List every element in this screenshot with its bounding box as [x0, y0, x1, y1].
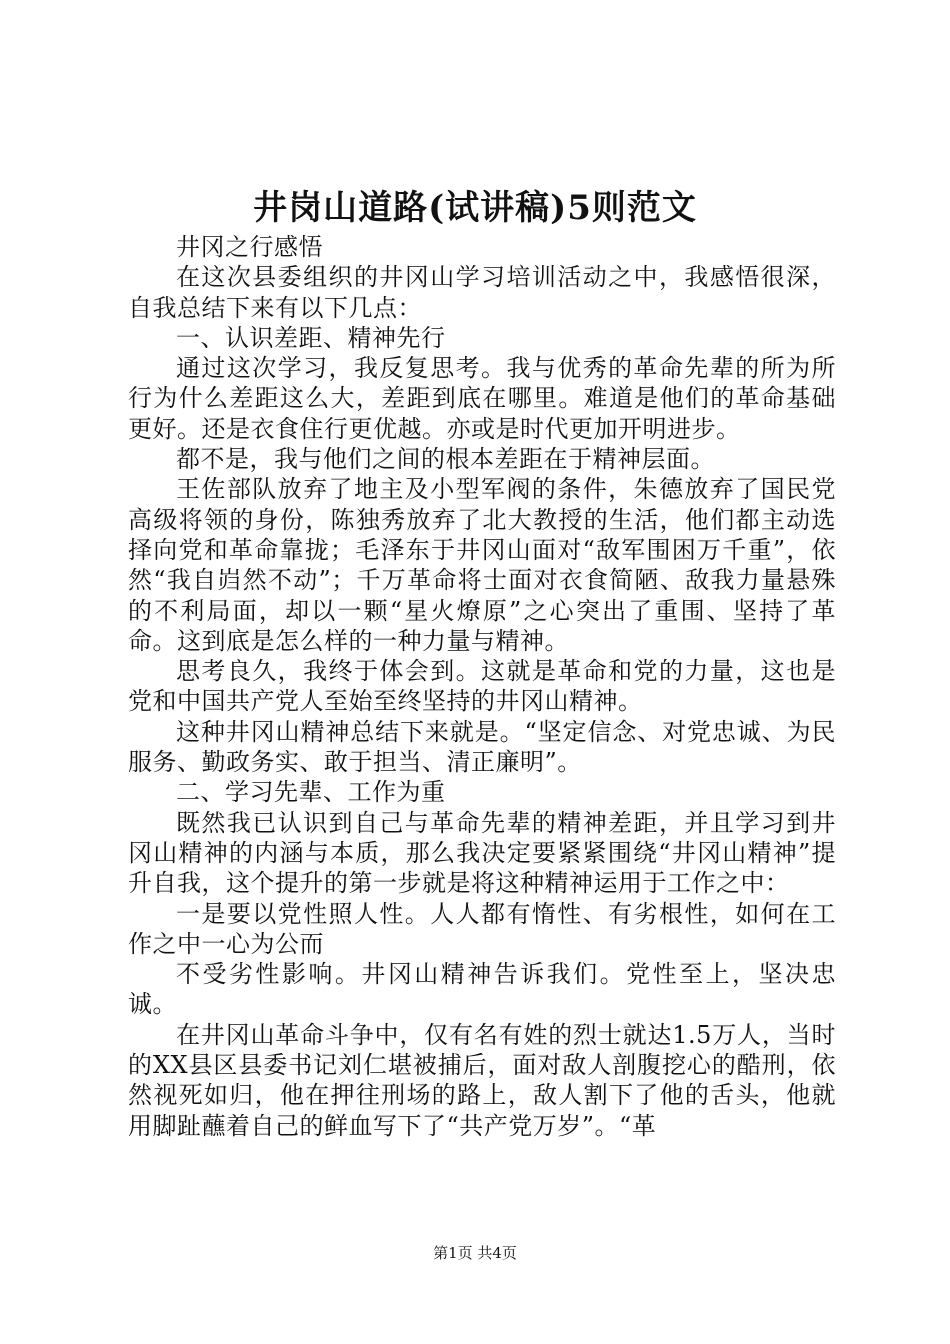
paragraph: 不受劣性影响。井冈山精神告诉我们。党性至上，坚决忠诚。	[128, 960, 836, 1019]
document-title: 井岗山道路(试讲稿)5则范文	[253, 188, 697, 228]
paragraph: 一是要以党性照人性。人人都有惰性、有劣根性，如何在工作之中一心为公而	[128, 899, 836, 958]
paragraph: 既然我已认识到自己与革命先辈的精神差距，并且学习到井冈山精神的内涵与本质，那么我决定要紧紧围绕“井冈山精神”提升自我，这个提升的第一步就是将这种精神运用于工作之中：	[128, 808, 836, 898]
paragraph: 在这次县委组织的井冈山学习培训活动之中，我感悟很深，自我总结下来有以下几点：	[128, 263, 836, 322]
page-footer: 第1页 共4页	[433, 1244, 517, 1262]
document-body	[128, 232, 836, 1141]
paragraph: 都不是，我与他们之间的根本差距在于精神层面。	[176, 445, 715, 474]
paragraph: 王佐部队放弃了地主及小型军阀的条件，朱德放弃了国民党高级将领的身份，陈独秀放弃了北大教授的生活，他们都主动选择向党和革命靠拢；毛泽东于井冈山面对“敌军围困万千重”，依然“我自岿然不动”；千万革命将士面对衣食简陋、敌我力量悬殊的不利局面，却以一颗“星火燎原”之心突出了重围、坚持了革命。这到底是怎么样的一种力量与精神。	[128, 475, 836, 655]
paragraph: 在井冈山革命斗争中，仅有名有姓的烈士就达1.5万人，当时的XX县区县委书记刘仁堪被捕后，面对敌人剖腹挖心的酷刑，依然视死如归，他在押往刑场的路上，敌人割下了他的舌头，他就用脚趾蘸着自己的鲜血写下了“共产党万岁”。“革	[128, 1020, 836, 1140]
paragraph: 井冈之行感悟	[176, 233, 323, 261]
paragraph: 思考良久，我终于体会到。这就是革命和党的力量，这也是党和中国共产党人至始至终坚持的井冈山精神。	[128, 657, 836, 716]
paragraph: 通过这次学习，我反复思考。我与优秀的革命先辈的所为所行为什么差距这么大，差距到底在哪里。难道是他们的革命基础更好。还是衣食住行更优越。亦或是时代更加开明进步。	[128, 354, 836, 443]
section-heading: 二、学习先辈、工作为重	[176, 778, 446, 807]
section-heading: 一、认识差距、精神先行	[176, 323, 446, 352]
paragraph: 这种井冈山精神总结下来就是。“坚定信念、对党忠诚、为民服务、勤政务实、敢于担当、清正廉明”。	[128, 717, 836, 777]
